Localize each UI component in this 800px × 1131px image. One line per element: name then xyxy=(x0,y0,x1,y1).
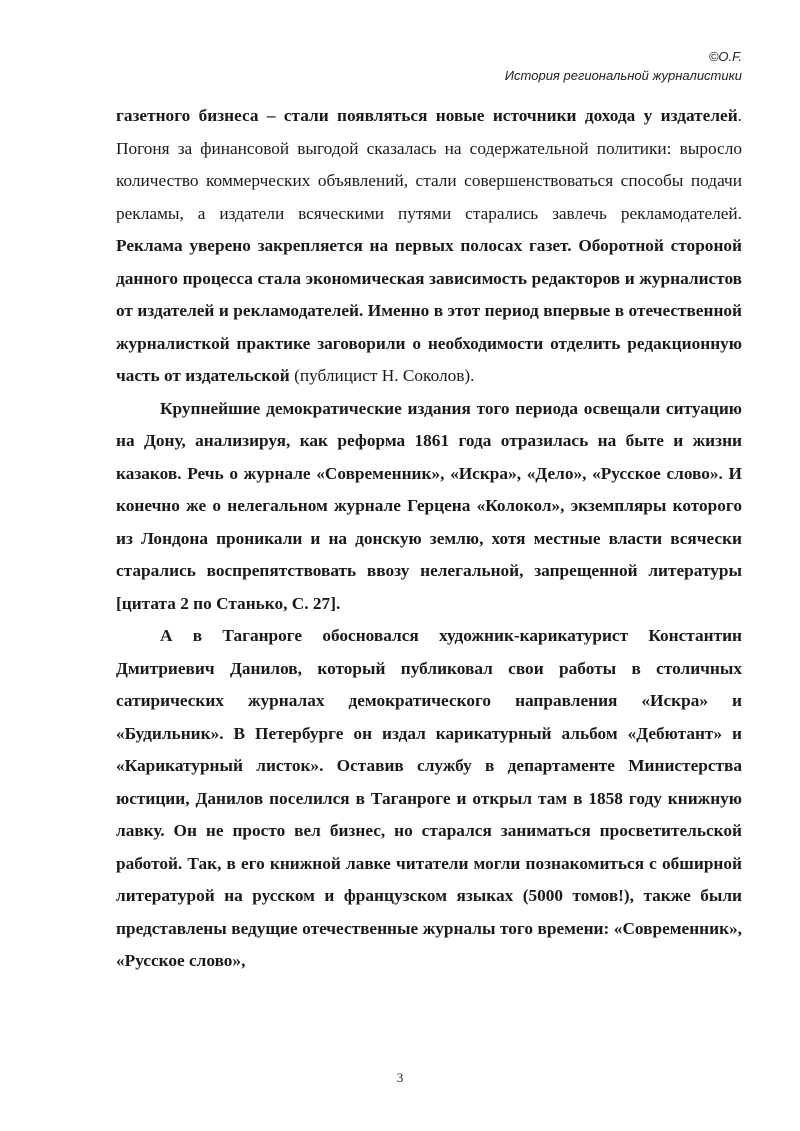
copyright-mark: ©O.F. xyxy=(708,49,742,64)
regular-text: . Погоня за финансовой выгодой сказалась на содержательной политики: выросло количество коммерческих объявлений, стали совершенствоваться способы подачи рекламы, а издатели всяческими путями старались завлечь рекламодателей. xyxy=(116,106,742,223)
running-header xyxy=(505,47,742,85)
page-number: 3 xyxy=(396,1070,404,1085)
bold-text: Крупнейшие демократические издания того периода освещали ситуацию на Дону, анализируя, как реформа 1861 года отразилась на быте и жизни казаков. Речь о журнале «Современник», «Искра», «Дело», «Русское слово». И конечно же о нелегальном журнале Герцена «Колокол», экземпляры которого из Лондона проникали и на донскую землю, хотя местные власти всячески старались воспрепятствовать ввозу нелегальной, запрещенной литературы [цитата 2 по Станько, С. 27]. xyxy=(116,398,742,613)
paragraph-1 xyxy=(116,100,742,393)
regular-text: (публицист Н. Соколов). xyxy=(289,366,475,385)
course-title: История региональной журналистики xyxy=(504,68,742,83)
paragraph-3 xyxy=(116,620,742,978)
bold-text: А в Таганроге обосновался художник-карикатурист Константин Дмитриевич Данилов, который публиковал свои работы в столичных сатирических журналах демократического направления «Искра» и «Будильник». В Петербурге он издал карикатурный альбом «Дебютант» и «Карикатурный листок». Оставив службу в департаменте Министерства юстиции, Данилов поселился в Таганроге и открыл там в 1858 году книжную лавку. Он не просто вел бизнес, но старался заниматься просветительской работой. Так, в его книжной лавке читатели могли познакомиться с обширной литературой на русском и французском языках (5000 томов!), также были представлены ведущие отечественные журналы того времени: «Современник», «Русское слово», xyxy=(116,626,742,970)
page-body xyxy=(116,100,742,978)
paragraph-2 xyxy=(116,393,742,621)
bold-text: газетного бизнеса – стали появляться новые источники дохода у издателей xyxy=(116,106,738,125)
bold-text: Реклама уверено закрепляется на первых полосах газет. Оборотной стороной данного процесса стала экономическая зависимость редакторов и журналистов от издателей и рекламодателей. Именно в этот период впервые в отечественной журналисткой практике заговорили о необходимости отделить редакционную часть от издательской xyxy=(116,236,742,385)
